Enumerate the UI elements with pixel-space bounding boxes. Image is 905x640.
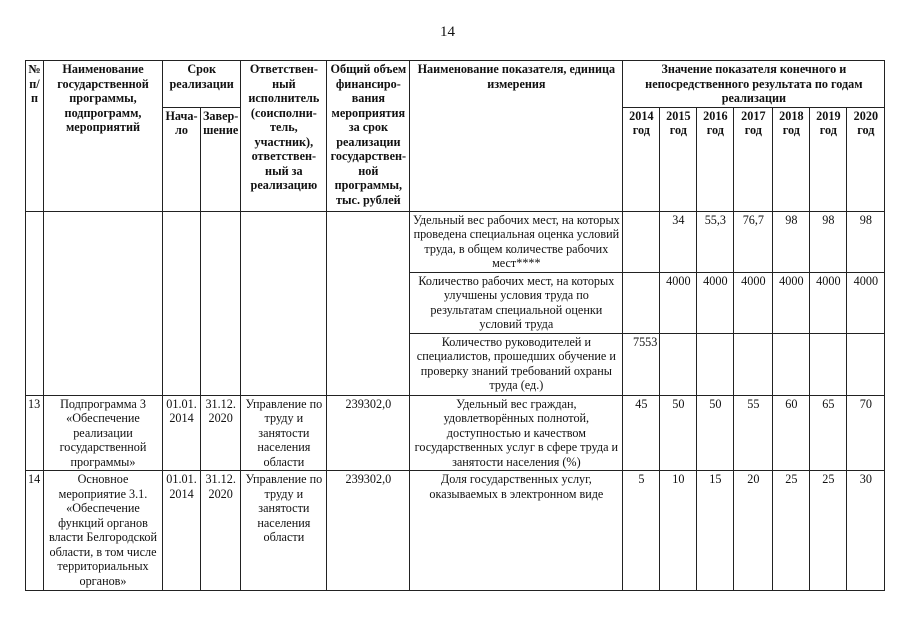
- value-cell: 45: [623, 395, 660, 471]
- value-cell: [623, 272, 660, 333]
- responsible-executor: Управление по труду и занятости населения области: [241, 395, 327, 471]
- value-cell: 4000: [810, 272, 847, 333]
- value-cell: 50: [660, 395, 697, 471]
- value-cell: [773, 333, 810, 395]
- year-2015: 2015 год: [660, 107, 697, 211]
- year-2020: 2020 год: [847, 107, 885, 211]
- value-cell: [734, 333, 773, 395]
- table-row: [26, 395, 885, 471]
- funding-amount: 239302,0: [327, 471, 410, 591]
- value-cell: 98: [847, 211, 885, 272]
- table-row: [26, 471, 885, 591]
- value-cell: 4000: [697, 272, 734, 333]
- value-cell: 20: [734, 471, 773, 591]
- value-cell: 4000: [734, 272, 773, 333]
- header-responsible: Ответствен-ный исполнитель (соисполни-тель, участник), ответствен-ный за реализацию: [241, 61, 327, 212]
- program-name: Подпрограмма 3 «Обеспечение реализации государственной программы»: [44, 395, 163, 471]
- value-cell: 10: [660, 471, 697, 591]
- year-2018: 2018 год: [773, 107, 810, 211]
- year-2017: 2017 год: [734, 107, 773, 211]
- indicator-cell: Удельный вес граждан, удовлетворённых полнотой, доступностью и качеством государственных услуг в сфере труда и занятости населения (%): [410, 395, 623, 471]
- value-cell: 98: [773, 211, 810, 272]
- value-cell: 25: [773, 471, 810, 591]
- value-cell: 76,7: [734, 211, 773, 272]
- value-cell: 50: [697, 395, 734, 471]
- header-period: Срок реализации: [163, 61, 241, 108]
- year-2016: 2016 год: [697, 107, 734, 211]
- value-cell: 55: [734, 395, 773, 471]
- header-funding: Общий объем финансиро-вания мероприятия за срок реализации государствен-ной программы, тыс. рублей: [327, 61, 410, 212]
- value-cell: [847, 333, 885, 395]
- value-cell: 34: [660, 211, 697, 272]
- row-number: 14: [26, 471, 44, 591]
- end-date: 31.12. 2020: [201, 471, 241, 591]
- year-2014: 2014 год: [623, 107, 660, 211]
- header-indicator: Наименование показателя, единица измерения: [410, 61, 623, 212]
- page-number: 14: [440, 24, 455, 40]
- value-cell: 30: [847, 471, 885, 591]
- header-end: Завер-шение: [201, 107, 241, 211]
- value-cell: 4000: [847, 272, 885, 333]
- header-row-1: [26, 61, 885, 108]
- program-table: [25, 60, 885, 591]
- table-row: [26, 211, 885, 272]
- value-cell: [660, 333, 697, 395]
- value-cell: 4000: [773, 272, 810, 333]
- value-cell: 25: [810, 471, 847, 591]
- value-cell: 7553: [623, 333, 660, 395]
- value-cell: 15: [697, 471, 734, 591]
- funding-amount: 239302,0: [327, 395, 410, 471]
- indicator-cell: Удельный вес рабочих мест, на которых проведена специальная оценка условий труда, в общем количестве рабочих мест****: [410, 211, 623, 272]
- year-2019: 2019 год: [810, 107, 847, 211]
- header-values-title: Значение показателя конечного и непосредственного результата по годам реализации: [623, 61, 885, 108]
- start-date: 01.01. 2014: [163, 471, 201, 591]
- value-cell: 5: [623, 471, 660, 591]
- row-number: 13: [26, 395, 44, 471]
- responsible-executor: Управление по труду и занятости населения области: [241, 471, 327, 591]
- value-cell: 55,3: [697, 211, 734, 272]
- value-cell: 4000: [660, 272, 697, 333]
- indicator-cell: Доля государственных услуг, оказываемых в электронном виде: [410, 471, 623, 591]
- value-cell: 65: [810, 395, 847, 471]
- indicator-cell: Количество руководителей и специалистов, прошедших обучение и проверку знаний требований охраны труда (ед.): [410, 333, 623, 395]
- header-name: Наименование государственной программы, подпрограмм, мероприятий: [44, 61, 163, 212]
- value-cell: [810, 333, 847, 395]
- value-cell: 98: [810, 211, 847, 272]
- indicator-cell: Количество рабочих мест, на которых улучшены условия труда по результатам специальной оценки условий труда: [410, 272, 623, 333]
- value-cell: 70: [847, 395, 885, 471]
- end-date: 31.12. 2020: [201, 395, 241, 471]
- header-num: № п/п: [26, 61, 44, 212]
- start-date: 01.01. 2014: [163, 395, 201, 471]
- value-cell: 60: [773, 395, 810, 471]
- header-start: Нача-ло: [163, 107, 201, 211]
- value-cell: [623, 211, 660, 272]
- value-cell: [697, 333, 734, 395]
- program-name: Основное мероприятие 3.1. «Обеспечение функций органов власти Белгородской области, в том числе территориальных органов»: [44, 471, 163, 591]
